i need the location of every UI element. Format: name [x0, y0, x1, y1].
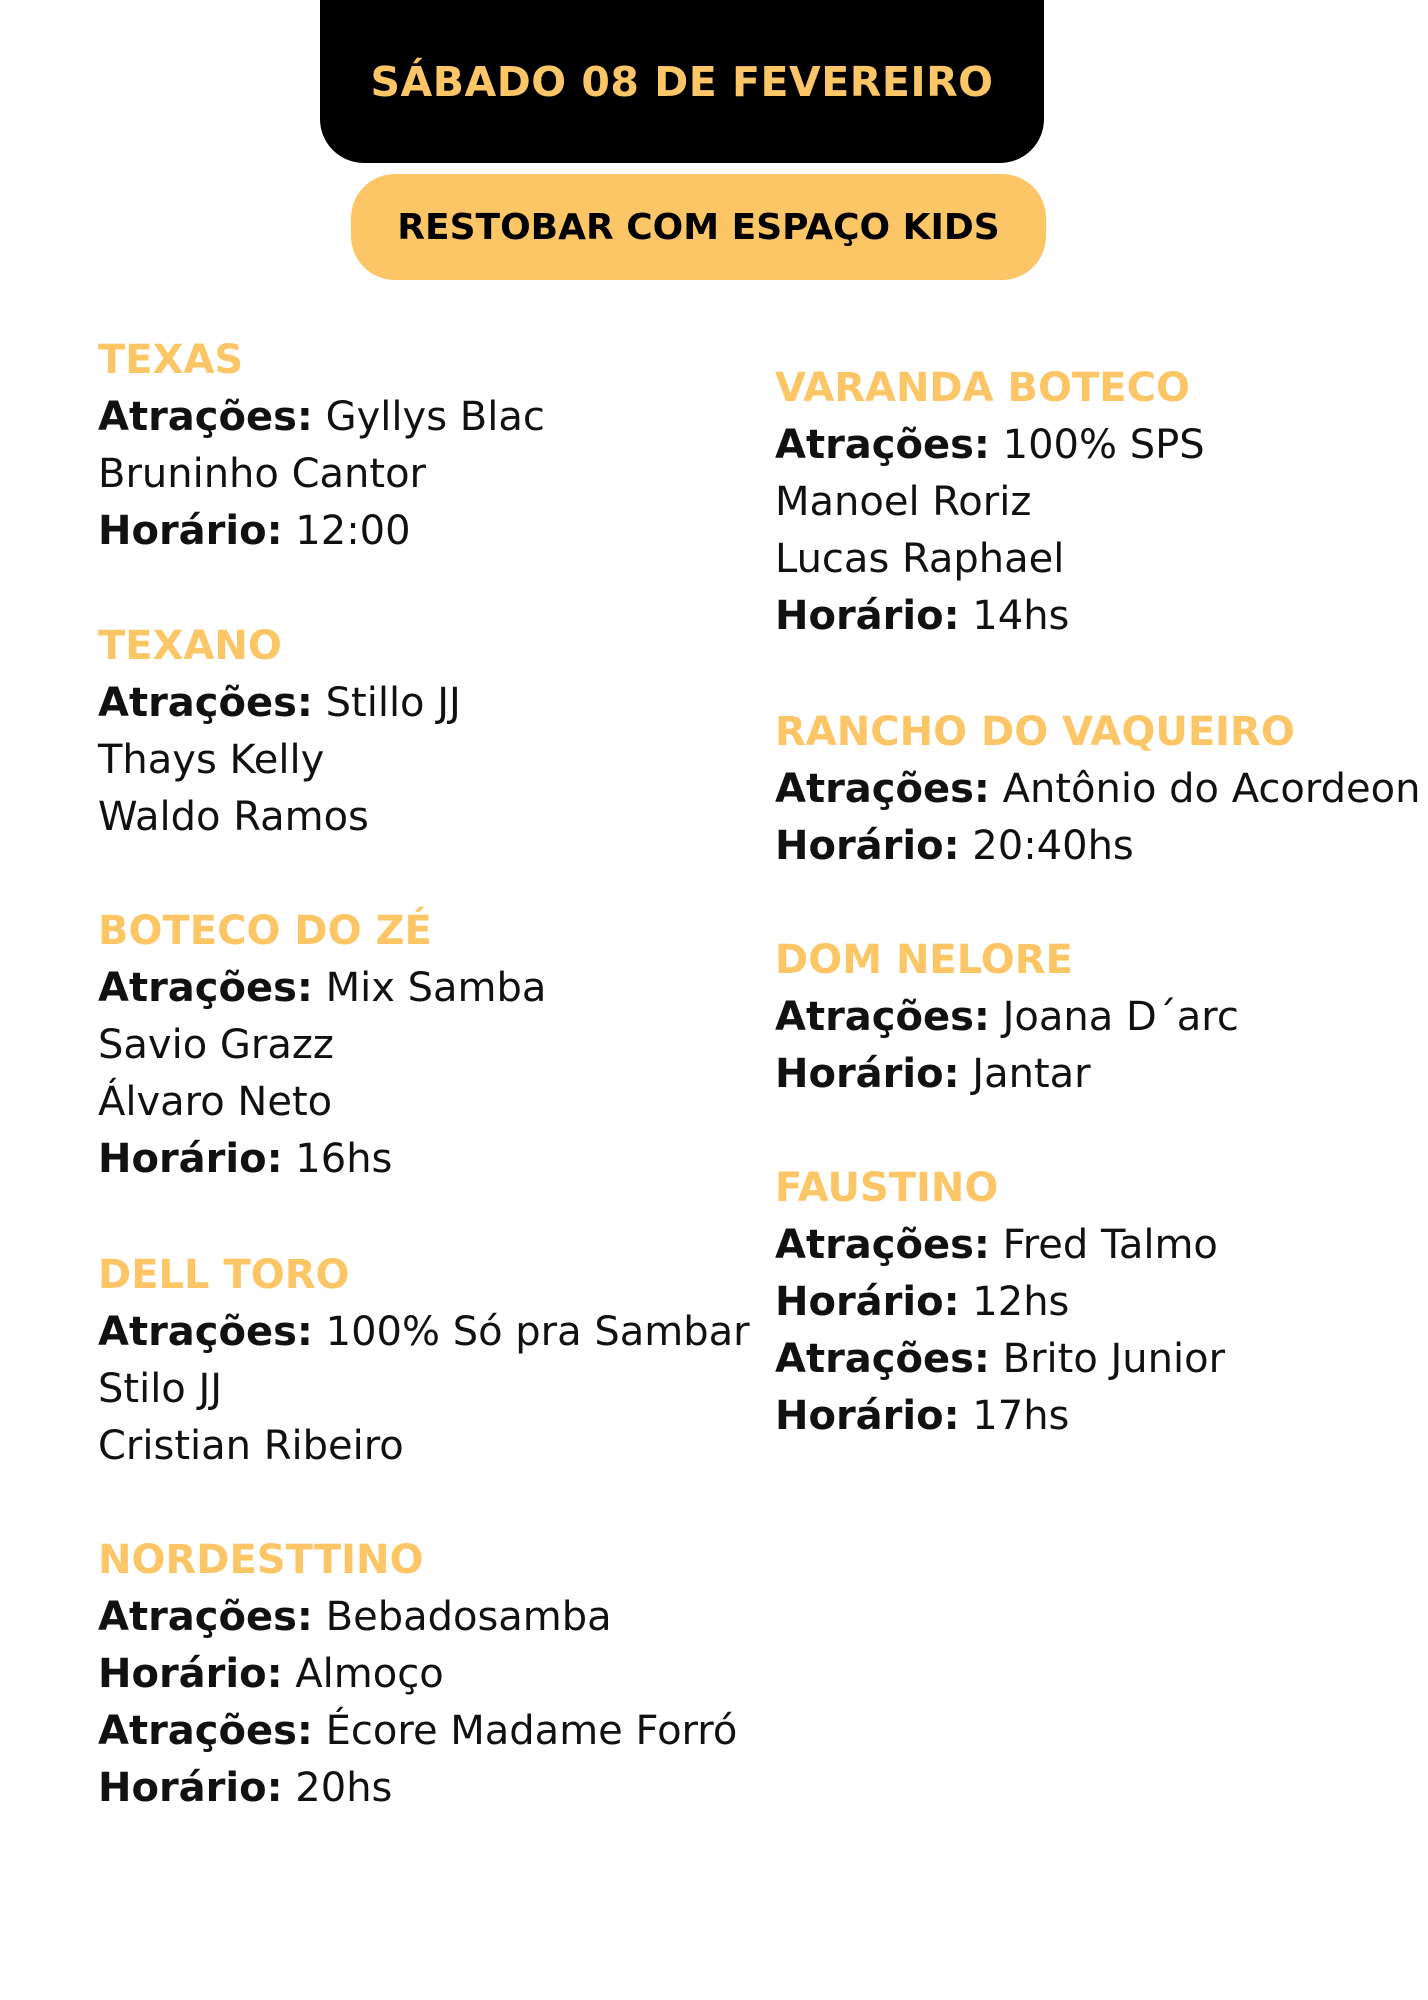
venue-detail-line: [98, 1304, 750, 1361]
venue-name: TEXANO: [98, 623, 282, 669]
venue-detail-line: [98, 1074, 546, 1131]
detail-value: Lucas Raphael: [775, 536, 1065, 582]
venue-detail-line: [775, 818, 1420, 875]
venue-detail-line: [775, 1388, 1225, 1445]
venue-detail-line: [98, 1760, 737, 1817]
venue-detail-line: [98, 732, 461, 789]
venue-detail-line: [98, 675, 461, 732]
detail-label: Atrações:: [775, 1336, 990, 1382]
venue-name: NORDESTTINO: [98, 1537, 424, 1583]
venue-name: DOM NELORE: [775, 937, 1073, 983]
detail-label: Horário:: [98, 1651, 283, 1697]
venue-detail-line: [775, 417, 1205, 474]
venue-detail-line: [775, 761, 1420, 818]
detail-value: 12:00: [282, 508, 411, 554]
venue-detail-line: [98, 1131, 546, 1188]
venue-detail-line: [775, 1331, 1225, 1388]
venue-detail-line: [98, 789, 461, 846]
detail-value: 12hs: [959, 1279, 1070, 1325]
detail-label: Horário:: [775, 1051, 960, 1097]
detail-label: Atrações:: [98, 1594, 313, 1640]
venue-detail-line: [98, 1703, 737, 1760]
venue-detail-line: [98, 960, 546, 1017]
detail-label: Horário:: [775, 823, 960, 869]
venue-detail-line: [775, 588, 1205, 645]
subtitle-pill: [351, 174, 1046, 280]
detail-label: Horário:: [775, 1393, 960, 1439]
detail-value: Joana D´arc: [989, 994, 1239, 1040]
detail-label: Atrações:: [98, 1309, 313, 1355]
venue-name: RANCHO DO VAQUEIRO: [775, 709, 1295, 755]
venue-detail-line: [98, 1361, 750, 1418]
detail-label: Atrações:: [98, 394, 313, 440]
detail-value: Waldo Ramos: [98, 794, 369, 840]
detail-value: Bruninho Cantor: [98, 451, 426, 497]
venue-detail-line: [98, 389, 545, 446]
venue-name: VARANDA BOTECO: [775, 365, 1190, 411]
detail-label: Atrações:: [98, 965, 313, 1011]
venue-detail-line: [775, 1274, 1225, 1331]
venue-block-dom-nelore: [775, 932, 1239, 1103]
detail-value: Almoço: [282, 1651, 444, 1697]
detail-value: 20:40hs: [959, 823, 1134, 869]
venue-detail-line: [98, 446, 545, 503]
detail-value: 100% SPS: [989, 422, 1205, 468]
venue-detail-line: [775, 989, 1239, 1046]
venue-detail-line: [775, 531, 1205, 588]
venue-detail-line: [98, 1589, 737, 1646]
detail-label: Horário:: [98, 508, 283, 554]
venue-detail-line: [98, 1418, 750, 1475]
detail-value: 14hs: [959, 593, 1070, 639]
detail-value: Écore Madame Forró: [312, 1708, 738, 1754]
detail-label: Horário:: [98, 1136, 283, 1182]
venue-block-nordesttino: [98, 1532, 737, 1817]
venue-detail-line: [775, 1217, 1225, 1274]
venue-block-rancho-do-vaqueiro: [775, 704, 1420, 875]
detail-value: Thays Kelly: [98, 737, 325, 783]
venue-block-texano: [98, 618, 461, 846]
venue-detail-line: [775, 474, 1205, 531]
venue-detail-line: [775, 1046, 1239, 1103]
detail-value: Álvaro Neto: [98, 1079, 333, 1125]
detail-value: Jantar: [959, 1051, 1091, 1097]
detail-value: 16hs: [282, 1136, 393, 1182]
detail-value: 100% Só pra Sambar: [312, 1309, 750, 1355]
detail-value: Bebadosamba: [312, 1594, 612, 1640]
detail-label: Horário:: [775, 1279, 960, 1325]
detail-value: Stillo JJ: [312, 680, 461, 726]
detail-label: Atrações:: [775, 1222, 990, 1268]
venue-detail-line: [98, 1017, 546, 1074]
detail-value: Savio Grazz: [98, 1022, 334, 1068]
detail-label: Atrações:: [775, 422, 990, 468]
venue-block-dell-toro: [98, 1247, 750, 1475]
detail-value: Cristian Ribeiro: [98, 1423, 404, 1469]
venue-block-boteco-do-ze: [98, 903, 546, 1188]
venue-detail-line: [98, 1646, 737, 1703]
venue-name: FAUSTINO: [775, 1165, 999, 1211]
detail-label: Atrações:: [775, 766, 990, 812]
page-title: SÁBADO 08 DE FEVEREIRO: [370, 57, 994, 106]
venue-name: TEXAS: [98, 337, 244, 383]
detail-value: Mix Samba: [312, 965, 547, 1011]
header-banner: [320, 0, 1044, 163]
detail-value: Brito Junior: [989, 1336, 1226, 1382]
detail-value: Gyllys Blac: [312, 394, 545, 440]
venue-detail-line: [98, 503, 545, 560]
detail-value: Stilo JJ: [98, 1366, 223, 1412]
venue-block-texas: [98, 332, 545, 560]
detail-label: Atrações:: [98, 680, 313, 726]
venue-name: DELL TORO: [98, 1252, 350, 1298]
detail-label: Atrações:: [775, 994, 990, 1040]
detail-value: Antônio do Acordeon: [989, 766, 1421, 812]
venue-block-faustino: [775, 1160, 1225, 1445]
detail-label: Horário:: [775, 593, 960, 639]
detail-value: 20hs: [282, 1765, 393, 1811]
detail-value: 17hs: [959, 1393, 1070, 1439]
page-subtitle: RESTOBAR COM ESPAÇO KIDS: [397, 206, 1000, 248]
venue-name: BOTECO DO ZÉ: [98, 908, 432, 954]
venue-block-varanda-boteco: [775, 360, 1205, 645]
detail-value: Fred Talmo: [989, 1222, 1218, 1268]
detail-label: Atrações:: [98, 1708, 313, 1754]
detail-value: Manoel Roriz: [775, 479, 1032, 525]
detail-label: Horário:: [98, 1765, 283, 1811]
